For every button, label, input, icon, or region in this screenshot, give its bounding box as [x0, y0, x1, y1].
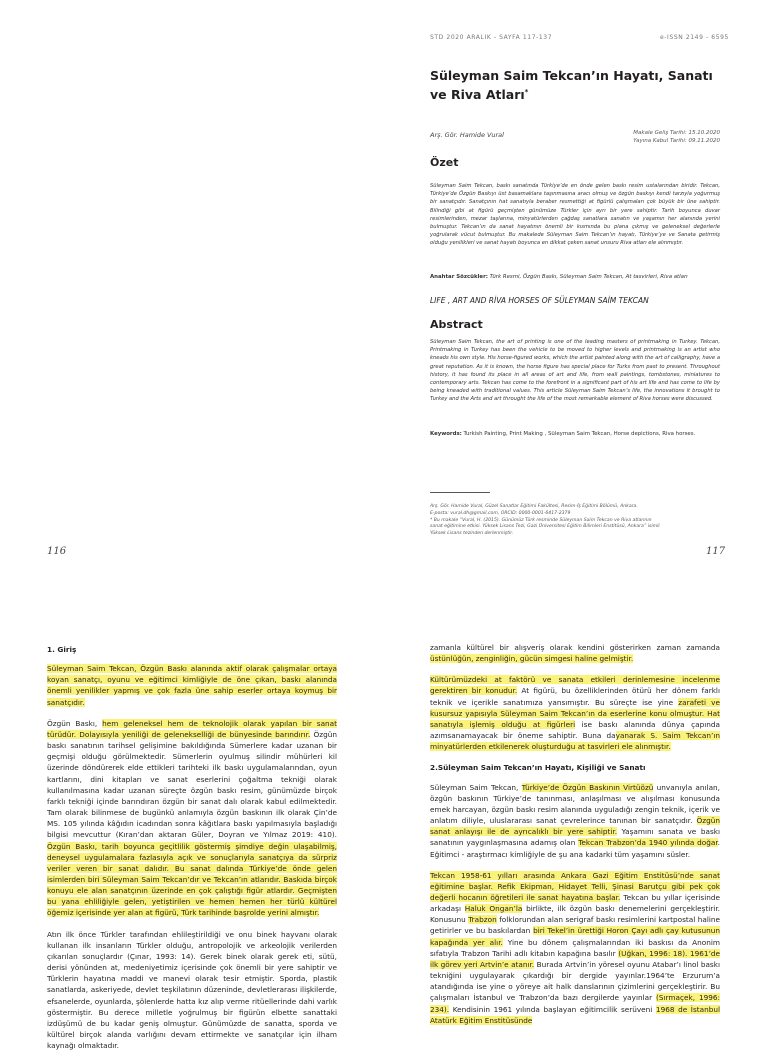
right-paragraphs-2	[430, 782, 720, 1026]
footnote-line: Yüksek Lisans tezinden derlenmiştir.	[430, 531, 514, 537]
ozet-keywords-list: Türk Resmi, Özgün Baskı, Süleyman Saim Tekcan, At tasvirleri, Riva atları	[489, 274, 688, 280]
english-title: LIFE , ART AND RİVA HORSES OF SÜLEYMAN SAİM TEKCAN	[430, 296, 649, 305]
acceptance-date: Yayına Kabul Tarihi: 09.11.2020	[633, 138, 720, 144]
body-text: ise baskı alanında dünya çapında azımsanamayacak bir öneme sahiptir. Buna da	[430, 719, 720, 741]
footnote-line: sanat eğitimine etkisi. Yüksek Lisans Tezi, Gazi Üniversitesi Eğitim Bilimleri Enstitüsü, Ankara” isimli	[430, 524, 660, 530]
author: Arş. Gör. Hamide Vural	[430, 131, 504, 139]
ozet-keywords-label: Anahtar Sözcükler:	[430, 274, 488, 280]
highlighted-text: 1968 de İstanbul Atatürk Eğitim Enstitüsünde	[430, 1004, 720, 1025]
body-paragraph	[430, 674, 720, 752]
highlighted-text: üstünlüğün, zenginliğin, gücün simgesi haline gelmiştir.	[430, 654, 634, 664]
body-text: At figürü, bu özelliklerinden ötürü her dönem farklı teknik ve içerikle sanatımıza yansımıştır. Bu süreçte ise yine	[430, 686, 720, 707]
body-text: Yaşamını sanata ve baskı sanatının yaygınlaşmasına adamış olan	[430, 827, 720, 848]
abstract-text: Süleyman Saim Tekcan, the art of printing is one of the leading masters of printmaking in Turkey. Tekcan, Printmaking in Turkey has been the vehicle to be moved to higher levels and printmaking is an artist who kneads his own style. His horse-figured works, which the artist painted along with the art of calligraphy, have a great reputation. As it is known, the horse figure has special place for Turks from past to present. Throughout history, it has found its place in all areas of art and life, from wall paintings, tombstones, miniatures to contemporary arts. Tekcan has come to the forefront in a significant part of his art life and has come to life by being kneaded with traditional values. This article Süleyman Saim Tekcan’s life, the innovations it brought to Turkey and the Arts and art throught the life of the most remarkable element of Riva horses were discussed.	[430, 339, 720, 403]
footnote-line: Arş. Gör. Hamide Vural, Güzel Sanatlar Eğitimi Fakültesi, Resim-İş Eğitimi Bölümü, Ankara.	[430, 504, 638, 509]
highlighted-text: Trabzon	[468, 915, 497, 925]
highlighted-text: Tekcan Trabzon’da 1940 yılında doğar	[578, 838, 718, 848]
body-text: Yine bu dönem çalışmalarından iki baskısı da Anonim sıfatıyla Trabzon Tarihi adlı kitabın kapağına basılır	[430, 937, 720, 958]
highlighted-text: Özgün Baskı, tarih boyunca geçitlilik göstermiş şimdiye değin ulaşabilmiş, deneysel uygulamalara fazlasıyla açık ve sonuçlarıyla sanatçıya da sürpriz veriler veren bir sanat dalıdır. Bu sanat dalında Türkiye’de önde gelen isimlerden biri Süleyman Saim Tekcan’dır ve Tekcan’ın atlarıdır. Baskıda birçok konuyu ele alan sanatçının üzerinde en çok çalıştığı figür atlardır. Geçmişten bu yana ehliliğiyle gelen, yetiştirilen ve hemen hemen her türlü kültürel öğemiz içerisinde yer alan at figürü, Türk tarihinde başrolde yerini almıştır.	[47, 841, 337, 918]
highlighted-text: (Uğkan, 1996: 18). 1961’de ilk görev yeri Artvin’e atanır.	[430, 948, 721, 969]
body-text: folklorundan alan serigraf baskı resimlerini kartpostal haline getirirler ve bu baskılardan	[430, 915, 720, 936]
body-paragraph	[430, 870, 720, 1026]
highlighted-text: Tekcan 1958-61 yılları arasında Ankara Gazi Eğitim Enstitüsü’nde sanat eğitimine başlar. Refik Ekipman, Hidayet Telli, Şinasi Barutçu gibi pek çok değerli hocanın öğretileri ile sanat hayatına başlar.	[430, 870, 720, 902]
abstract-keywords	[430, 430, 720, 438]
highlighted-text: yanarak S. Saim Tekcan’ın minyatürlerden etkilenerek oluşturduğu at tasvirleri ele alınmıştır.	[430, 731, 720, 752]
ozet-heading: Özet	[430, 156, 459, 169]
body-text: Burada Artvin’in yöresel oyunu Atabar’ı linol baskı tekniğini uygulayarak çıkardığı bir dergide yayınlar.1964’te Erzurum’a atandığında ise yine o yöreye ait halk danslarının çizimlerini gerçekleştirir. Bu çalışmaları İstanbul ve Trabzon’da bazı dergilerde yayınlar	[430, 959, 720, 1003]
issn-header: e-ISSN 2149 - 6595	[660, 34, 729, 41]
body-column-left	[47, 644, 337, 1061]
left-paragraphs	[47, 663, 337, 1051]
body-paragraph	[430, 782, 720, 860]
body-text: Tekcan bu yıllar içerisinde arkadaşı	[430, 892, 720, 914]
body-text: zamanla kültürel bir alışveriş olarak kendini gösterirken zaman zamanda	[430, 643, 720, 652]
abstract-keywords-list: Turkish Painting, Print Making , Süleyman Saim Tekcan, Horse depictions, Riva horses.	[463, 431, 696, 437]
body-paragraph	[47, 663, 337, 708]
abstract-keywords-label: Keywords:	[430, 431, 462, 437]
article-title-text: Süleyman Saim Tekcan’ın Hayatı, Sanatı ve Riva Atları	[430, 68, 713, 103]
body-column-right	[430, 642, 720, 1036]
body-paragraph	[47, 929, 337, 1052]
title-footnote-mark: *	[524, 88, 529, 96]
highlighted-text: Kültürümüzdeki at faktörü ve sanata etkileri derinlemesine incelenme gerektiren bir konudur.	[430, 675, 720, 696]
page-number-left: 116	[47, 546, 67, 557]
ozet-keywords	[430, 273, 720, 281]
footnote-line: E-posta: vural.dh@gmail.com, ORCID: 0000-0001-6417-2379	[430, 510, 571, 516]
body-text: Kendisinin 1961 yılında başlayan eğitimcilik serüveni	[449, 1004, 656, 1014]
footnote-separator	[430, 492, 490, 493]
body-text: Özgün Baskı,	[47, 718, 103, 728]
article-title	[430, 67, 730, 103]
footnote-line: * Bu makale “Vural, H. (2015). Günümüz Türk resminde Süleyman Saim Tekcan ve Riva atlarının	[430, 517, 652, 523]
body-paragraph	[430, 642, 720, 664]
highlighted-text: Özgün sanat anlayışı ile de ayrıcalıklı bir yere sahiptir.	[430, 816, 720, 837]
highlighted-text: zarafeti ve kusursuz yapısıyla Süleyman Saim Tekcan’ın da eserlerine konu olmuştur. Hat sanatıyla işlemiş olduğu at figürleri	[430, 697, 720, 729]
highlighted-text: biri Tekel’in ürettiği Horon Çayı adlı çay kutusunun kapağında yer alır.	[430, 926, 721, 947]
body-paragraph	[47, 718, 337, 919]
highlighted-text: hem geleneksel hem de teknolojik olarak yapılan bir sanat türüdür. Dolayısıyla yeniliği de gelenekselliği de bünyesinde barındırır.	[47, 718, 337, 739]
body-text: . Eğitimci - araştırmacı kimliğiyle de şu ana kadarki tüm yaşamını süsler.	[430, 838, 720, 859]
body-text: birlikte, ilk özgün baskı denemelerini gerçekleştirir. Konusunu	[430, 904, 720, 925]
page-number-right: 117	[706, 546, 726, 557]
body-text: Özgün baskı sanatının tarihsel gelişimine bakıldığında Sümerlere kadar uzanan bir geçmişi olduğu görülmektedir. Sümerlerin oyulmuş silindir mühürleri kil üzerinde döndürerek elde ettikleri tarihteki ilk baskı uygulamalarından, oyun kartlarını, dini kitapları ve sanat eserlerini çoğaltma tekniği olarak kullanılmasına kadar uzanan süreçte özgün baskı resim, günümüzde birçok farklı tekniği içinde barındıran özgün bir sanat dalı olarak kabul edilmektedir. Tam olarak bilinmese de bugünkü anlamıyla özgün baskının ilk olarak Çin’de MS. 105 yılında kâğıdın icadından sonra kâğıtlara baskı yapılmasıyla başladığı bilgisi mevcuttur (Kıran’dan aktaran Güler, Doyran ve Yılmaz 2019: 410).	[47, 729, 337, 840]
journal-header: STD 2020 ARALIK - SAYFA 117-137	[430, 34, 553, 41]
highlighted-text: Haluk Ongan’la	[464, 904, 523, 914]
ozet-text: Süleyman Saim Tekcan, baskı sanatında Türkiye’de en önde gelen baskı resim ustalarından biridir. Tekcan, Türkiye’de Özgün Baskıyı üst basamaklara taşınmasına aracı olmuş ve özgün baskıyı kendi tarzıyla yoğurmuş bir sanatçıdır. Sanatçının hat sanatıyla beraber resmettiği at figürlü çalışmaları çok büyük bir üne sahiptir. Bilindiği gibi at figürü geçmişten günümüze Türkler için ayrı bir yere sahiptir. Tarih boyunca duvar resimlerinden, mezar taşlarına, minyatürlerden çağdaş sanatlara sanatın ve yaşamın her alanında yerini bulmuştur. Tekcan’ın da sanat hayatının önemli bir kısmında bu plana çıkmış ve geleneksel değerlerle yoğrularak vücut bulmuştur. Bu makalede Süleyman Saim Tekcan’ın hayatı, Türkiye’ye ve Sanata getirmiş olduğu yenilikleri ve sanat hayatı boyunca en dikkat çeken sanat unsuru Riva atları ele alınmıştır.	[430, 183, 720, 247]
highlighted-text: Türkiye’de Özgün Baskının Virtüözü	[521, 782, 654, 792]
highlighted-text: Süleyman Saim Tekcan, Özgün Baskı alanında aktif olarak çalışmalar ortaya koyan sanatçı, oyunu ve eğitimci kimliğiyle de öne çıkan, baskı alanında önemli yenilikler yapmış ve çok fazla üne sahip eserler ortaya koymuş bir sanatçıdır.	[47, 664, 337, 707]
footnote	[430, 504, 700, 538]
body-text: unvanıyla anılan, özgün baskının Türkiye’de tanınması, anlaşılması ve alışılması konusunda emek harcayan, özgün baskı resim alanında uyguladığı zengin teknik, içerik ve anlatım diliyle, uluslararası sanat çevrelerince tanınan bir sanatçıdır.	[430, 782, 720, 826]
bottom-page-spread	[0, 580, 768, 1051]
submission-date: Makale Geliş Tarihi: 15.10.2020	[633, 130, 720, 136]
body-text: Atın ilk önce Türkler tarafından ehlileştirildiği ve onu binek hayvanı olarak kullanan ilk insanların Türkler olduğu, antropolojik ve arkeolojik verilerden çıkarılan sonuçlardır (Çınar, 1993: 14). Gerek binek olarak gerek eti, sütü, derisi yönünden at, medeniyetimiz içerisinde çok önemli bir yere sahiptir ve Türklerin hayatına maddi ve manevi olarak tesir etmiştir. Sporda, plastik sanatlarda, askeriyede, devlet teşkilatının düzeninde, devletlerarası ilişkilerde, efsanelerde, oyunlarda, şölenlerde hatta kız alıp verme ritüellerinde dahi varlık göstermiştir. Bu derece milletle yoğrulmuş bir figürün elbette sanattaki izdüşümü de bu kadar geniş olmuştur. Günümüzde de sanatta, sporda ve kültürel birçok alanda varlığını devam ettirmekte ve sanatçılar için ilham kaynağı olmaktadır.	[47, 929, 337, 1051]
article-dates	[620, 129, 720, 145]
highlighted-text: (Sırmaçek, 1996: 234).	[430, 993, 720, 1014]
right-paragraphs	[430, 642, 720, 752]
body-text: Süleyman Saim Tekcan,	[430, 782, 522, 792]
section-heading-intro: 1. Giriş	[47, 645, 77, 654]
abstract-heading: Abstract	[430, 318, 483, 331]
section-heading-life: 2.Süleyman Saim Tekcan’ın Hayatı, Kişiliği ve Sanatı	[430, 763, 646, 773]
